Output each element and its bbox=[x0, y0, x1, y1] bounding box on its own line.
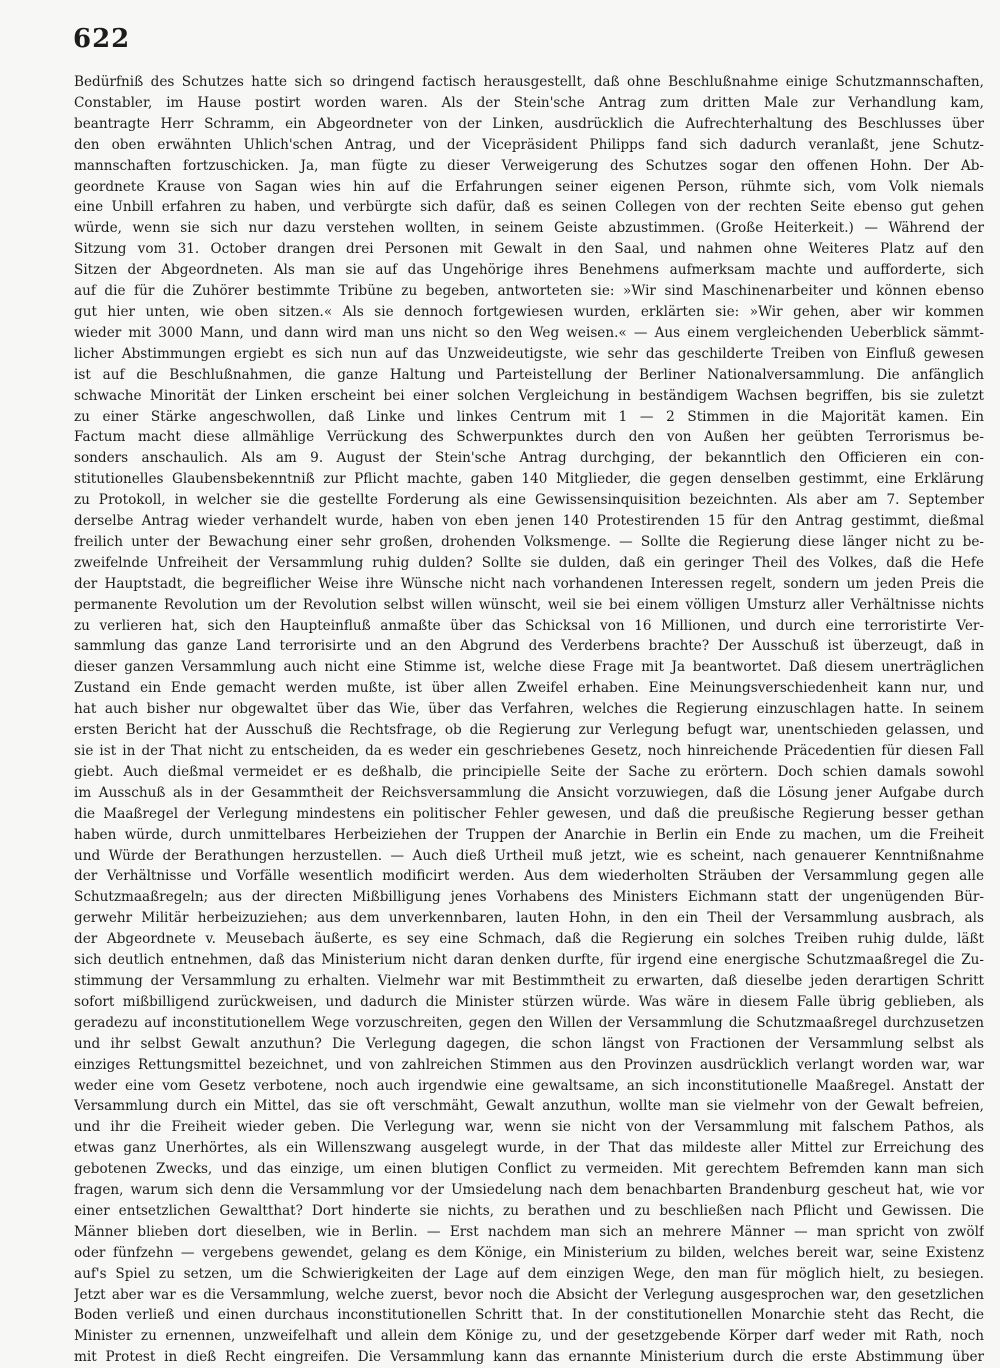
text-line: Boden verließ und einen durchaus inconstitutionellen Schritt that. In der constitutionellen Monarchie steht das Recht, die bbox=[74, 1307, 984, 1324]
text-line: sich deutlich entnehmen, daß das Ministerium nicht daran denken durfte, für irgend eine energische Schutzmaaßregel die Zu- bbox=[74, 952, 984, 969]
text-line: gerwehr Militär herbeizuziehen; aus dem unverkennbaren, lauten Hohn, in den ein Theil der Versammlung ausbrach, als bbox=[74, 910, 984, 927]
text-line: stimmung der Versammlung zu erhalten. Vielmehr war mit Bestimmtheit zu erwarten, daß dieselbe jeden derartigen Schritt bbox=[74, 972, 984, 989]
text-line: Sitzen der Abgeordneten. Als man sie auf das Ungehörige ihres Benehmens aufmerksam machte und aufforderte, sich bbox=[74, 262, 984, 279]
text-line: ersten Bericht hat der Ausschuß die Rechtsfrage, ob die Regierung zur Verlegung befugt war, unentschieden gelassen, und bbox=[74, 722, 984, 739]
text-line: eine Unbill erfahren zu haben, und verbürgte sich dafür, daß es seinen Collegen von der rechten Seite ebenso gut gehen bbox=[74, 199, 984, 216]
text-line: sonders anschaulich. Als am 9. August der Stein'sche Antrag durchging, der bekanntlich den Officieren ein con- bbox=[74, 450, 984, 467]
text-line: der Hauptstadt, die begreiflicher Weise ihre Wünsche nicht nach vorhandenen Interessen regelt, sondern um jeden Preis die bbox=[74, 575, 984, 592]
text-line: etwas ganz Unerhörtes, als ein Willenszwang ausgelegt wurde, in der That das mildeste aller Mittel zur Erreichung des bbox=[74, 1140, 984, 1157]
text-line: Sitzung vom 31. October drangen drei Personen mit Gewalt in den Saal, und nahmen ohne Weiteres Platz auf den bbox=[74, 241, 984, 258]
text-line: licher Abstimmungen ergiebt es sich nun auf das Unzweideutigste, wie sehr das geschilderte Treiben von Einfluß gewesen bbox=[74, 345, 984, 362]
text-line: haben würde, durch unmittelbares Herbeiziehen der Truppen der Anarchie in Berlin ein Ende zu machen, um die Freiheit bbox=[74, 826, 984, 843]
text-line: zu Protokoll, in welcher sie die gestellte Forderung als eine Gewissensinquisition bezeichnten. Als aber am 7. September bbox=[74, 492, 984, 509]
text-line: einziges Rettungsmittel bezeichnet, und von zahlreichen Stimmen aus den Provinzen ausdrücklich verlangt worden war, war bbox=[74, 1056, 984, 1073]
text-line: geordnete Krause von Sagan wies hin auf die Erfahrungen seiner eigenen Person, rühmte sich, vom Volk niemals bbox=[74, 178, 984, 195]
text-line: Versammlung durch ein Mittel, das sie oft verschmäht, Gewalt anzuthun, wollte man sie vielmehr von der Gewalt befreien, bbox=[74, 1098, 984, 1115]
text-line: dieser ganzen Versammlung auch nicht eine Stimme ist, welche diese Frage mit Ja beantwortet. Daß diesem unerträglichen bbox=[74, 659, 984, 676]
text-line: Männer blieben dort dieselben, wie in Berlin. — Erst nachdem man sich an mehrere Männer — man spricht von zwölf bbox=[74, 1223, 984, 1240]
text-line: die Maaßregel der Verlegung mindestens ein politischer Fehler gewesen, und daß die preußische Regierung besser gethan bbox=[74, 805, 984, 822]
text-line: Minister zu ernennen, unzweifelhaft und allein dem Könige zu, und der gesetzgebende Körper darf weder mit Rath, noch bbox=[74, 1328, 984, 1345]
text-line: beantragte Herr Schramm, ein Abgeordneter von der Linken, ausdrücklich die Aufrechterhaltung des Beschlusses über bbox=[74, 115, 984, 132]
text-line: der Verhältnisse und Vorfälle wesentlich modificirt werden. Aus dem wiederholten Sträuben der Versammlung gegen alle bbox=[74, 868, 984, 885]
text-line: Constabler, im Hause postirt worden waren. Als der Stein'sche Antrag zum dritten Male zur Verhandlung kam, bbox=[74, 94, 984, 111]
text-line: wieder mit 3000 Mann, und dann wird man uns nicht so den Weg weisen.« — Aus einem vergleichenden Ueberblick sämmt- bbox=[74, 324, 984, 341]
page-number: 622 bbox=[73, 24, 131, 54]
text-line: permanente Revolution um der Revolution selbst willen wünscht, weil sie bei einem völligen Umsturz aller Verhältnisse nichts bbox=[74, 596, 984, 613]
text-line: freilich unter der Bewachung einer sehr großen, drohenden Volksmenge. — Sollte die Regierung diese länger nicht zu be- bbox=[74, 533, 984, 550]
text-line: Factum macht diese allmählige Verrückung des Schwerpunktes durch den von Außen her geübten Terrorismus be- bbox=[74, 429, 984, 446]
text-line: Zustand ein Ende gemacht werden mußte, ist über allen Zweifel erhaben. Eine Meinungsverschiedenheit kann nur, und bbox=[74, 680, 984, 697]
body-text bbox=[74, 72, 984, 1368]
text-line: den oben erwähnten Uhlich'schen Antrag, und der Vicepräsident Philipps fand sich dadurch veranlaßt, jene Schutz- bbox=[74, 136, 984, 153]
text-line: gut hier unten, wie oben sitzen.« Als sie dennoch fortgewiesen wurden, erklärten sie: »Wir gehen, aber wir kommen bbox=[74, 303, 984, 320]
text-line: giebt. Auch dießmal vermeidet er es deßhalb, die principielle Seite der Sache zu erörtern. Doch schien damals sowohl bbox=[74, 763, 984, 780]
text-line: Jetzt aber war es die Versammlung, welche zuerst, bevor noch die Absicht der Verlegung ausgesprochen war, den gesetzlichen bbox=[74, 1286, 984, 1303]
text-line: sie ist in der That nicht zu entscheiden, da es weder ein geschriebenes Gesetz, noch hinreichende Präcedentien für diesen Fall bbox=[74, 743, 984, 759]
text-line: gebotenen Zwecks, und das einzige, um einen blutigen Conflict zu vermeiden. Mit gerechtem Befremden kann man sich bbox=[74, 1161, 984, 1178]
text-line: zu verlieren hat, sich den Haupteinfluß anmaßte über das Schicksal von 16 Millionen, und durch eine terroristirte Ver- bbox=[74, 617, 984, 634]
text-line: stitutionelles Glaubensbekenntniß zur Pflicht machte, gaben 140 Mitglieder, die gegen denselben gestimmt, eine Erklärung bbox=[74, 471, 984, 488]
text-line: sofort mißbilligend zurückweisen, und dadurch die Minister stürzen würde. Was wäre in diesem Falle übrig geblieben, als bbox=[74, 993, 984, 1010]
text-line: und Würde der Berathungen herzustellen. — Auch dieß Urtheil muß jetzt, wie es scheint, nach genauerer Kenntnißnahme bbox=[74, 847, 984, 864]
text-line: mit Protest in dieß Recht eingreifen. Die Versammlung kann das ernannte Ministerium durch die erste Abstimmung über bbox=[74, 1349, 984, 1366]
text-line: würde, wenn sie sich nur dazu verstehen wollten, in seinem Geiste abzustimmen. (Große Heiterkeit.) — Während der bbox=[74, 220, 984, 237]
text-line: ist auf die Beschlußnahmen, die ganze Haltung und Parteistellung der Berliner Nationalversammlung. Die anfänglich bbox=[74, 366, 984, 383]
text-line: im Ausschuß als in der Gesammtheit der Reichsversammlung die Ansicht vorzuwiegen, daß die Lösung jener Aufgabe durch bbox=[74, 784, 984, 801]
text-line: sammlung das ganze Land terrorisirte und an den Abgrund des Verderbens brachte? Der Ausschuß ist überzeugt, daß in bbox=[74, 638, 984, 655]
text-line: mannschaften fortzuschicken. Ja, man fügte zu dieser Verweigerung des Schutzes sogar den offenen Hohn. Der Ab- bbox=[74, 157, 984, 174]
text-line: schwache Minorität der Linken erscheint bei einer solchen Vergleichung in beständigem Wachsen begriffen, bis sie zuletzt bbox=[74, 387, 984, 404]
text-line: hat auch bisher nur obgewaltet über das Wie, über das Verfahren, welches die Regierung einzuschlagen hatte. In seinem bbox=[74, 701, 984, 718]
text-line: der Abgeordnete v. Meusebach äußerte, es sey eine Schmach, daß die Regierung ein solches Treiben ruhig dulde, läßt bbox=[74, 931, 984, 948]
text-line: fragen, warum sich denn die Versammlung vor der Umsiedelung nach dem benachbarten Brandenburg gescheut hat, wie vor bbox=[74, 1182, 984, 1199]
text-line: auf die für die Zuhörer bestimmte Tribüne zu begeben, antworteten sie: »Wir sind Maschinenarbeiter und können ebenso bbox=[74, 283, 984, 300]
text-line: derselbe Antrag wieder verhandelt wurde, haben von eben jenen 140 Protestirenden 15 für den Antrag gestimmt, dießmal bbox=[74, 513, 984, 530]
text-line: oder fünfzehn — vergebens gewendet, gelang es dem Könige, ein Ministerium zu bilden, welches bereit war, seine Existenz bbox=[74, 1244, 984, 1261]
text-line: und ihr die Freiheit wieder geben. Die Verlegung war, wenn sie nicht von der Versammlung mit falschem Pathos, als bbox=[74, 1119, 984, 1136]
text-line: zweifelnde Unfreiheit der Versammlung ruhig dulden? Sollte sie dulden, daß ein geringer Theil des Volkes, daß die Hefe bbox=[74, 554, 984, 571]
text-line: Schutzmaaßregeln; aus der directen Mißbilligung jenes Vorhabens des Ministers Eichmann statt der ungenügenden Bür- bbox=[74, 889, 984, 906]
text-line: auf's Spiel zu setzen, um die Schwierigkeiten der Lage auf dem einzigen Wege, den man für möglich hielt, zu besiegen. bbox=[74, 1265, 984, 1282]
text-line: und ihr selbst Gewalt anzuthun? Die Verlegung dagegen, die schon längst von Fractionen der Versammlung selbst als bbox=[74, 1035, 984, 1052]
text-line: zu einer Stärke angeschwollen, daß Linke und linkes Centrum mit 1 — 2 Stimmen in die Majorität kamen. Ein bbox=[74, 408, 984, 425]
text-line: Bedürfniß des Schutzes hatte sich so dringend factisch herausgestellt, daß ohne Beschlußnahme einige Schutzmannschaften, bbox=[74, 74, 984, 90]
text-line: weder eine vom Gesetz verbotene, noch auch irgendwie eine gewaltsame, an sich inconstitutionelle Maaßregel. Anstatt der bbox=[74, 1077, 984, 1094]
text-line: einer entsetzlichen Gewaltthat? Dort hinderte sie nichts, zu berathen und zu beschließen nach Pflicht und Gewissen. Die bbox=[74, 1202, 984, 1219]
text-line: geradezu auf inconstitutionellem Wege vorzuschreiten, gegen den Willen der Versammlung die Schutzmaaßregel durchzusetzen bbox=[74, 1014, 984, 1031]
